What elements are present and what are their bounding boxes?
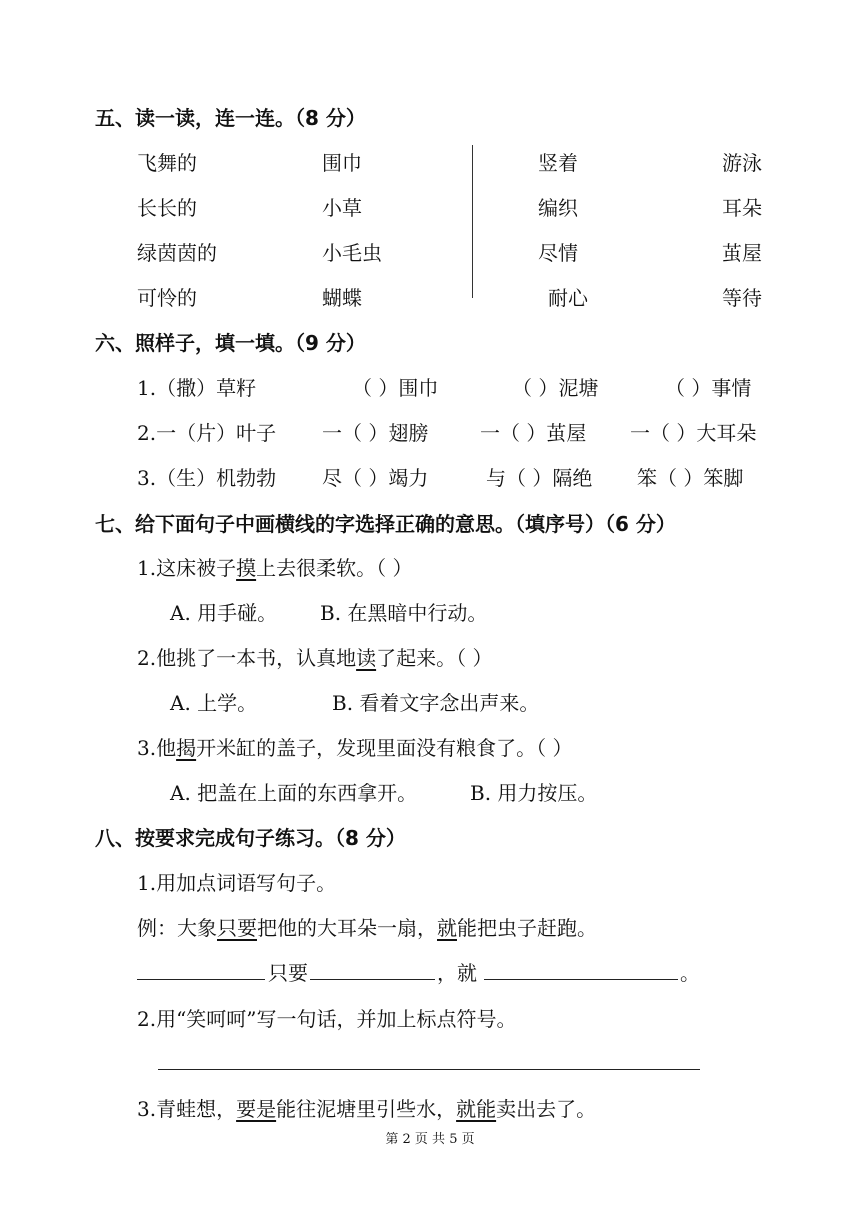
match-left-item: 尽情 xyxy=(538,241,578,265)
question-text: 2.他挑了一本书，认真地 xyxy=(137,646,357,670)
underlined-char: 读 xyxy=(356,646,377,670)
example-text: 把他的大耳朵一扇， xyxy=(257,916,437,940)
example-item: 3.（生）机勃勃 xyxy=(137,466,277,490)
section-5-heading: 五、读一读，连一连。（8 分） xyxy=(95,106,366,130)
match-left-item: 长长的 xyxy=(137,196,197,220)
match-right-item: 茧屋 xyxy=(722,241,762,265)
example-text: 例：大象 xyxy=(137,916,217,940)
underlined-word: 就能 xyxy=(456,1097,497,1121)
match-left-item: 绿茵茵的 xyxy=(137,241,217,265)
section-6-heading: 六、照样子，填一填。（9 分） xyxy=(95,331,366,355)
example-text: 能把虫子赶跑。 xyxy=(457,916,597,940)
page-footer: 第 2 页 共 5 页 xyxy=(385,1132,475,1147)
example-item: 1.（撒）草籽 xyxy=(137,376,257,400)
match-left-item: 编织 xyxy=(538,196,578,220)
underlined-word: 要是 xyxy=(236,1097,277,1121)
match-right-item: 游泳 xyxy=(722,151,762,175)
fill-blank-item[interactable]: 笨（ ）笨脚 xyxy=(637,466,744,490)
fill-blank-item[interactable]: （ ）围巾 xyxy=(352,376,439,400)
option-a: A. 把盖在上面的东西拿开。 xyxy=(170,781,418,805)
question-2 xyxy=(137,642,492,671)
underlined-word: 只要 xyxy=(217,916,257,940)
section-7-heading: 七、给下面句子中画横线的字选择正确的意思。（填序号）（6 分） xyxy=(95,512,676,536)
example-item: 2.一（片）叶子 xyxy=(137,421,277,445)
question-text[interactable]: 了起来。（ ） xyxy=(376,646,493,670)
option-a: A. 用手碰。 xyxy=(170,601,278,625)
section-8-heading: 八、按要求完成句子练习。（8 分） xyxy=(95,826,406,850)
underlined-word: 就 xyxy=(437,916,457,940)
question-3 xyxy=(137,732,572,761)
match-right-item: 等待 xyxy=(722,286,762,310)
question-text: 3.青蛙想， xyxy=(137,1097,237,1121)
option-b: B. 用力按压。 xyxy=(470,781,598,805)
match-left-item: 竖着 xyxy=(538,151,578,175)
question-text: 1.这床被子 xyxy=(137,556,237,580)
fill-word: 只要 xyxy=(268,961,308,985)
fill-word: 。 xyxy=(680,961,700,985)
sub-question-3 xyxy=(137,1093,596,1122)
underlined-char: 揭 xyxy=(176,736,197,760)
question-text[interactable]: 上去很柔软。（ ） xyxy=(256,556,413,580)
example-sentence xyxy=(137,912,597,941)
fill-blank-item[interactable]: （ ）泥塘 xyxy=(512,376,599,400)
match-left-item: 耐心 xyxy=(548,286,588,310)
option-a: A. 上学。 xyxy=(170,691,258,715)
fill-word: ，就 xyxy=(437,961,477,985)
question-text: 卖出去了。 xyxy=(496,1097,597,1121)
sub-question-1: 1.用加点词语写句子。 xyxy=(137,871,337,895)
fill-blank-item[interactable]: 一（ ）茧屋 xyxy=(480,421,587,445)
match-right-item: 小草 xyxy=(322,196,362,220)
match-right-item: 围巾 xyxy=(322,151,362,175)
fill-blank-item[interactable]: 尽（ ）竭力 xyxy=(322,466,429,490)
fill-blank-item[interactable]: （ ）事情 xyxy=(665,376,752,400)
match-right-item: 耳朵 xyxy=(722,196,762,220)
question-1 xyxy=(137,552,412,581)
answer-blank[interactable] xyxy=(484,979,678,980)
underlined-char: 摸 xyxy=(236,556,257,580)
fill-blank-item[interactable]: 一（ ）大耳朵 xyxy=(630,421,757,445)
match-left-item: 可怜的 xyxy=(137,286,197,310)
match-right-item: 小毛虫 xyxy=(322,241,382,265)
fill-blank-item[interactable]: 一（ ）翅膀 xyxy=(322,421,429,445)
answer-blank[interactable] xyxy=(310,979,435,980)
match-left-item: 飞舞的 xyxy=(137,151,197,175)
question-text[interactable]: 开米缸的盖子，发现里面没有粮食了。（ ） xyxy=(196,736,573,760)
fill-blank-item[interactable]: 与（ ）隔绝 xyxy=(486,466,593,490)
answer-blank[interactable] xyxy=(137,979,265,980)
option-b: B. 在黑暗中行动。 xyxy=(320,601,488,625)
answer-line[interactable] xyxy=(158,1069,700,1070)
match-right-item: 蝴蝶 xyxy=(322,286,362,310)
sub-question-2: 2.用“笑呵呵”写一句话，并加上标点符号。 xyxy=(137,1007,517,1031)
option-b: B. 看着文字念出声来。 xyxy=(332,691,540,715)
question-text: 能往泥塘里引些水， xyxy=(276,1097,457,1121)
column-divider xyxy=(472,145,473,298)
question-text: 3.他 xyxy=(137,736,177,760)
